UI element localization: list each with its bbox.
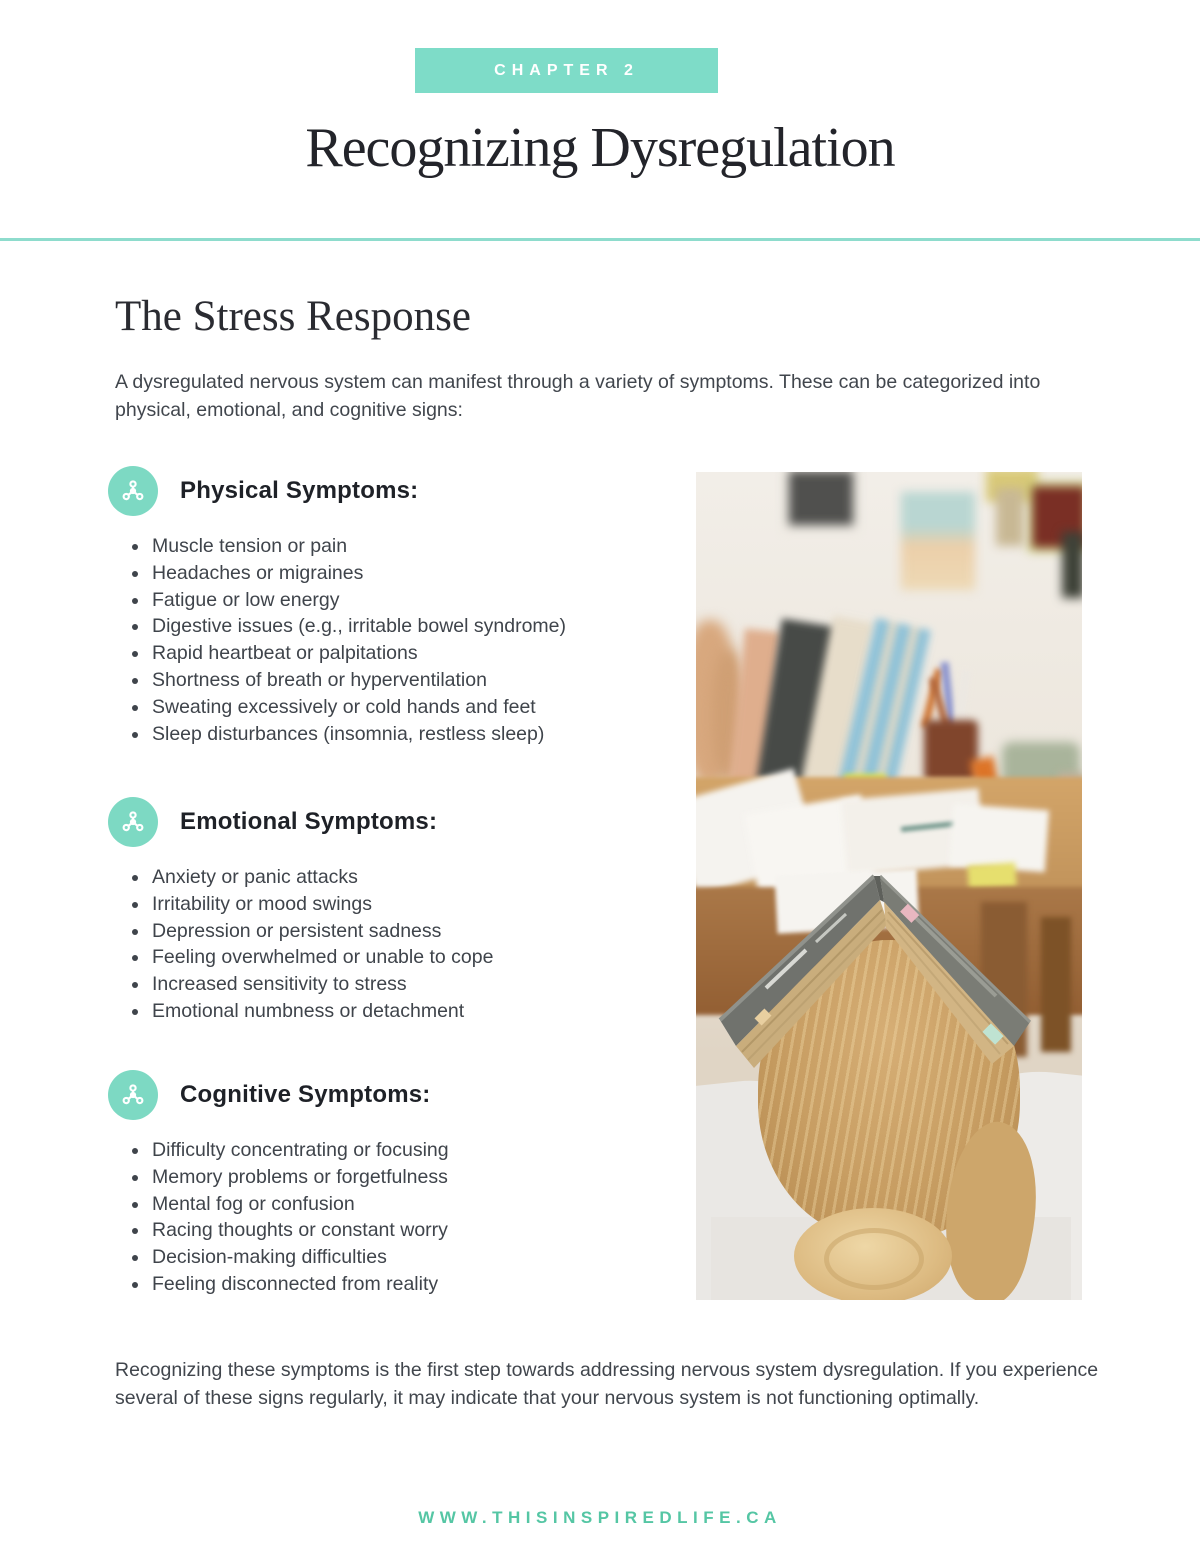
symptom-group-emotional <box>108 797 668 1025</box>
symptom-list <box>108 533 668 747</box>
chapter-label: CHAPTER 2 <box>494 61 639 79</box>
chapter-banner <box>415 48 718 93</box>
list-item: • Sweating excessively or cold hands and feet <box>150 694 668 721</box>
footer-website-url: WWW.THISINSPIREDLIFE.CA <box>418 1508 782 1527</box>
symptom-group-cognitive <box>108 1070 668 1298</box>
list-item: • Decision-making difficulties <box>150 1244 668 1271</box>
closing-paragraph: Recognizing these symptoms is the first step towards addressing nervous system dysregulation. If you experience several of these signs regularly, it may indicate that your nervous system is not functioning optimally. <box>115 1359 1099 1409</box>
list-item: • Memory problems or forgetfulness <box>150 1164 668 1191</box>
molecule-icon-glyph <box>118 1080 148 1110</box>
divider-line <box>0 238 1200 241</box>
group-header <box>108 1070 668 1120</box>
list-item: • Sleep disturbances (insomnia, restless sleep) <box>150 721 668 748</box>
intro-paragraph: A dysregulated nervous system can manifest through a variety of symptoms. These can be categorized into physical, emotional, and cognitive signs: <box>115 371 1041 421</box>
list-item: • Increased sensitivity to stress <box>150 971 668 998</box>
list-item: • Feeling disconnected from reality <box>150 1271 668 1298</box>
symptom-list <box>108 864 668 1025</box>
list-item: • Digestive issues (e.g., irritable bowel syndrome) <box>150 613 668 640</box>
list-item: • Irritability or mood swings <box>150 891 668 918</box>
list-item: • Mental fog or confusion <box>150 1191 668 1218</box>
molecule-icon <box>108 1070 158 1120</box>
list-item: • Anxiety or panic attacks <box>150 864 668 891</box>
section-heading: The Stress Response <box>115 293 471 340</box>
desk-study-photo <box>696 472 1082 1300</box>
list-item: • Muscle tension or pain <box>150 533 668 560</box>
page-title: Recognizing Dysregulation <box>305 117 895 179</box>
molecule-icon <box>108 466 158 516</box>
group-title: Emotional Symptoms: <box>180 808 438 835</box>
molecule-icon-glyph <box>118 807 148 837</box>
group-header <box>108 466 668 516</box>
group-title: Physical Symptoms: <box>180 477 419 504</box>
list-item: • Racing thoughts or constant worry <box>150 1217 668 1244</box>
list-item: • Emotional numbness or detachment <box>150 998 668 1025</box>
list-item: • Depression or persistent sadness <box>150 918 668 945</box>
list-item: • Fatigue or low energy <box>150 587 668 614</box>
list-item: • Shortness of breath or hyperventilation <box>150 667 668 694</box>
group-header <box>108 797 668 847</box>
list-item: • Difficulty concentrating or focusing <box>150 1137 668 1164</box>
list-item: • Headaches or migraines <box>150 560 668 587</box>
symptom-list <box>108 1137 668 1298</box>
photo-open-book-tent <box>696 472 1082 1300</box>
symptom-group-physical <box>108 466 668 747</box>
molecule-icon <box>108 797 158 847</box>
group-title: Cognitive Symptoms: <box>180 1081 431 1108</box>
molecule-icon-glyph <box>118 476 148 506</box>
list-item: • Feeling overwhelmed or unable to cope <box>150 944 668 971</box>
list-item: • Rapid heartbeat or palpitations <box>150 640 668 667</box>
